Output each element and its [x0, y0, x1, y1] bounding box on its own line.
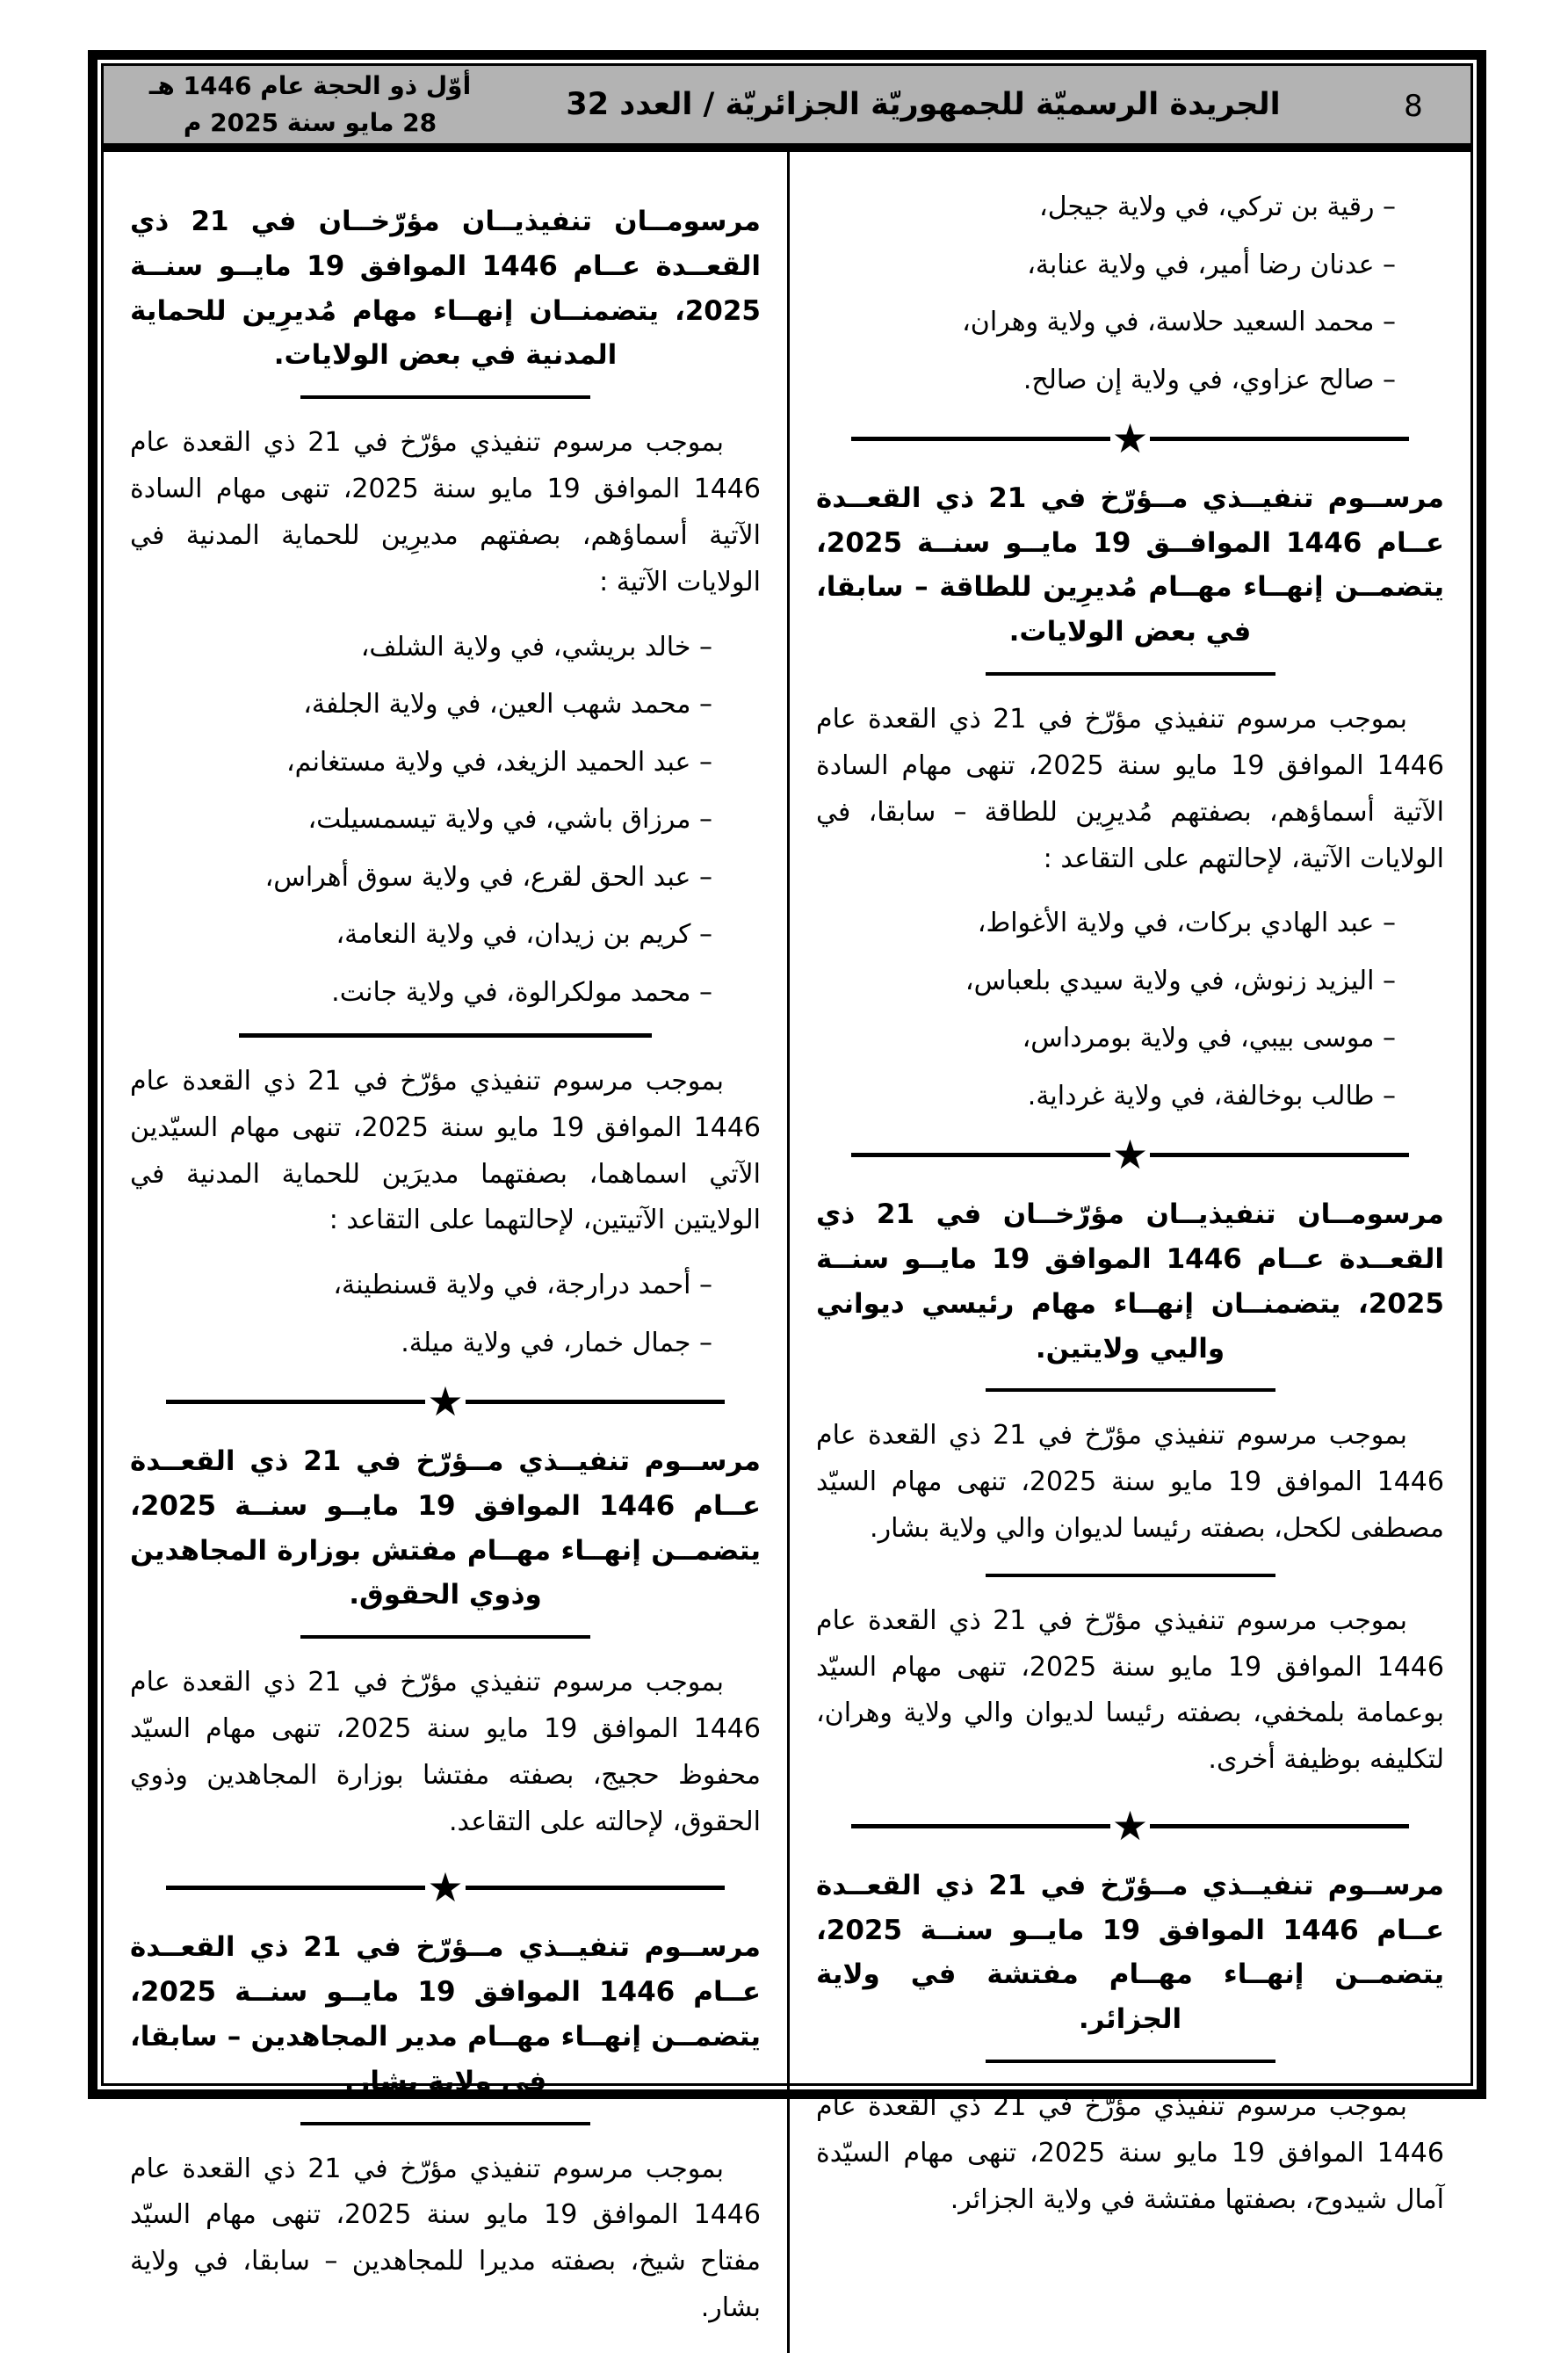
list-item: – موسى بيبي، في ولاية بومرداس،: [1022, 1023, 1396, 1054]
decree-body-moudjahidine-director: بموجب مرسوم تنفيذي مؤرّخ في 21 ذي القعدة عام 1446 الموافق 19 مايو سنة 2025، تنهى مهام السيّد مفتاح شيخ، بصفته مديرا للمجاهدين – سابقا، في ولاية بشار.: [130, 2153, 761, 2323]
section-rule: [986, 1574, 1275, 1577]
list-item: – محمد شهب العين، في ولاية الجلفة،: [303, 689, 712, 720]
list-item: – كريم بن زيدان، في ولاية النعامة،: [336, 919, 712, 950]
separator-line: [851, 1824, 1110, 1828]
hijri-date: أوّل ذو الحجة عام 1446 هـ: [148, 71, 472, 100]
star-icon: ★: [427, 1378, 464, 1426]
separator-line: [466, 1886, 725, 1890]
star-icon: ★: [1111, 1801, 1149, 1850]
page-frame-inner: [101, 63, 1473, 2323]
decree-heading-cabinet-chiefs: مرسومــان تنفيذيــان مؤرّخــان في 21 ذي القعــدة عــام 1446 الموافق 19 مايــو سنــة 2025، يتضمنــان إنهــاء مهام رئيسي ديواني واليي ولايتين.: [816, 1198, 1445, 1365]
list-item: – عدنان رضا أمير، في ولاية عنابة،: [1027, 249, 1396, 280]
decree-heading-civil-protection: مرسومــان تنفيذيــان مؤرّخــان في 21 ذي القعــدة عــام 1446 الموافق 19 مايــو سنــة 2025، يتضمنــان إنهــاء مهام مُديرِين للحماية المدنية في بعض الولايات.: [130, 206, 761, 372]
separator-line: [851, 1153, 1110, 1157]
gregorian-date: 28 مايو سنة 2025 م: [183, 108, 437, 137]
list-item: – عبد الهادي بركات، في ولاية الأغواط،: [977, 908, 1396, 939]
list-item: – رقية بن تركي، في ولاية جيجل،: [1039, 192, 1396, 222]
list-item: – طالب بوخالفة، في ولاية غرداية.: [1027, 1080, 1396, 1111]
heading-rule: [300, 2122, 590, 2125]
list-item: – جمال خمار، في ولاية ميلة.: [401, 1327, 712, 1358]
appointee-list-civil-protection-retired: [130, 1269, 761, 1359]
list-item: – مرزاق باشي، في ولاية تيسمسيلت،: [307, 804, 712, 835]
left-column: [104, 152, 787, 2353]
star-icon: ★: [1111, 1131, 1149, 1179]
heading-rule: [986, 2060, 1275, 2063]
masthead: [104, 66, 1470, 152]
decree-body-civil-protection-2: بموجب مرسوم تنفيذي مؤرّخ في 21 ذي القعدة عام 1446 الموافق 19 مايو سنة 2025، تنهى مهام السيّدين الآتي اسماهما، بصفتهما مديرَين للحماية المدنية في الولايتين الآتيتين، لإحالتهما على التقاعد :: [130, 1066, 761, 1236]
star-separator: [816, 1801, 1444, 1850]
star-separator: [816, 415, 1444, 462]
decree-body-cabinet-chief-1: بموجب مرسوم تنفيذي مؤرّخ في 21 ذي القعدة عام 1446 الموافق 19 مايو سنة 2025، تنهى مهام السيّد مصطفى لكحل، بصفته رئيسا لديوان والي ولاية بشار.: [816, 1420, 1444, 1544]
decree-heading-moudjahidine-director: مرســوم تنفيــذي مــؤرّخ في 21 ذي القعــدة عــام 1446 الموافق 19 مايــو سنــة 2025، يتضمــن إنهــاء مهــام مدير المجاهدين – سابقا، في ولاية بشار.: [130, 1931, 761, 2097]
heading-rule: [300, 395, 590, 399]
list-item: – محمد السعيد حلاسة، في ولاية وهران،: [962, 307, 1396, 337]
decree-body-cabinet-chief-2: بموجب مرسوم تنفيذي مؤرّخ في 21 ذي القعدة عام 1446 الموافق 19 مايو سنة 2025، تنهى مهام السيّد بوعمامة بلمخفي، بصفته رئيسا لديوان والي ولاية وهران، لتكليفه بوظيفة أخرى.: [816, 1604, 1444, 1776]
star-separator: [130, 1864, 761, 1912]
appointee-list-energy: [816, 907, 1444, 1112]
decree-heading-energy: مرســوم تنفيــذي مــؤرّخ في 21 ذي القعــدة عــام 1446 الموافــق 19 مايــو سنــة 2025، يتضمــن إنهــاء مهــام مُديرِين للطاقة – سابقا، في بعض الولايات.: [816, 481, 1444, 648]
section-rule: [239, 1033, 652, 1038]
decree-heading-moudjahidine-inspector: مرســوم تنفيــذي مــؤرّخ في 21 ذي القعــدة عــام 1446 الموافق 19 مايــو سنــة 2025، يتضمــن إنهــاء مهــام مفتش بوزارة المجاهدين وذوي الحقوق.: [130, 1444, 761, 1611]
list-item: – عبد الحق لقرع، في ولاية سوق أهراس،: [264, 861, 712, 893]
heading-rule: [986, 1388, 1275, 1392]
star-separator: [816, 1131, 1444, 1179]
decree-body-moudjahidine-inspector: بموجب مرسوم تنفيذي مؤرّخ في 21 ذي القعدة عام 1446 الموافق 19 مايو سنة 2025، تنهى مهام السيّد محفوظ حجيج، بصفته مفتشا بوزارة المجاهدين وذوي الحقوق، لإحالته على التقاعد.: [130, 1667, 761, 1837]
appointee-list-civil-protection: [130, 631, 761, 1010]
separator-line: [166, 1886, 425, 1890]
journal-title: الجريدة الرسميّة للجمهوريّة الجزائريّة / العدد 32: [566, 87, 1281, 122]
star-separator: [130, 1378, 761, 1426]
separator-line: [1150, 437, 1409, 441]
separator-line: [166, 1400, 425, 1404]
separator-line: [1150, 1824, 1409, 1828]
decree-body-energy: بموجب مرسوم تنفيذي مؤرّخ في 21 ذي القعدة عام 1446 الموافق 19 مايو سنة 2025، تنهى مهام السادة الآتية أسماؤهم، بصفتهم مُديرِين للطاقة – سابقا، في الولايات الآتية، لإحالتهم على التقاعد :: [816, 704, 1444, 874]
list-item: – محمد مولكرالوة، في ولاية جانت.: [331, 976, 712, 1008]
heading-rule: [300, 1635, 590, 1639]
heading-rule: [986, 672, 1275, 676]
list-item: – خالد بريشي، في ولاية الشلف،: [360, 631, 712, 662]
page-frame: [88, 50, 1486, 2323]
list-item: – عبد الحميد الزيغد، في ولاية مستغانم،: [285, 746, 712, 778]
list-item: – صالح عزاوي، في ولاية إن صالح.: [1022, 364, 1396, 395]
list-item: – أحمد درارجة، في ولاية قسنطينة،: [333, 1270, 712, 1301]
page-number: 8: [1404, 89, 1423, 124]
separator-line: [851, 437, 1110, 441]
star-icon: ★: [1111, 415, 1149, 462]
star-icon: ★: [427, 1864, 464, 1912]
appointee-list-continued: [816, 191, 1444, 396]
page-content: [104, 152, 1470, 2353]
decree-body-civil-protection-1: بموجب مرسوم تنفيذي مؤرّخ في 21 ذي القعدة عام 1446 الموافق 19 مايو سنة 2025، تنهى مهام السادة الآتية أسماؤهم، بصفتهم مديرِين للحماية المدنية في الولايات الآتية :: [130, 427, 761, 597]
separator-line: [466, 1400, 725, 1404]
separator-line: [1150, 1153, 1409, 1157]
decree-body-inspector-algiers: بموجب مرسوم تنفيذي مؤرّخ في 21 ذي القعدة عام 1446 الموافق 19 مايو سنة 2025، تنهى مهام السيّدة آمال شيدوح، بصفتها مفتشة في ولاية الجزائر.: [816, 2091, 1444, 2215]
list-item: – اليزيد زنوش، في ولاية سيدي بلعباس،: [965, 965, 1396, 996]
right-column: [787, 152, 1470, 2353]
masthead-dates: [104, 68, 490, 141]
decree-heading-inspector-algiers: مرســوم تنفيــذي مــؤرّخ في 21 ذي القعــدة عــام 1446 الموافق 19 مايــو سنــة 2025، يتضمــن إنهــاء مهــام مفتشة في ولاية الجزائر.: [816, 1869, 1444, 2036]
